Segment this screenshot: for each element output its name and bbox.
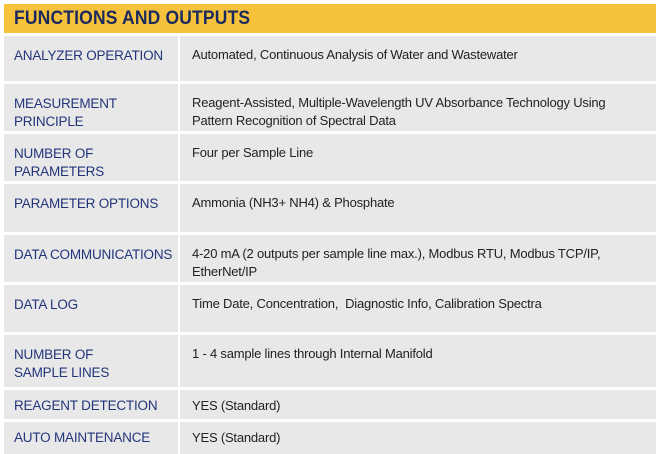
row-label: AUTO MAINTENANCE bbox=[4, 422, 180, 454]
table-row-parameter-options bbox=[4, 184, 656, 235]
row-value: Time Date, Concentration, Diagnostic Info, Calibration Spectra bbox=[192, 296, 542, 311]
table-row-data-log bbox=[4, 285, 656, 335]
table-row-number-of-parameters bbox=[4, 134, 656, 184]
row-label: DATA COMMUNICATIONS bbox=[4, 235, 180, 282]
row-label: ANALYZER OPERATION bbox=[4, 36, 180, 81]
table-row-number-of-sample-lines bbox=[4, 335, 656, 390]
functions-outputs-table bbox=[4, 4, 656, 454]
row-label: MEASUREMENT PRINCIPLE bbox=[4, 84, 180, 131]
table-title: FUNCTIONS AND OUTPUTS bbox=[14, 7, 251, 29]
row-value: Ammonia (NH3+ NH4) & Phosphate bbox=[192, 195, 395, 210]
row-value: YES (Standard) bbox=[192, 398, 281, 413]
row-value: 1 - 4 sample lines through Internal Manifold bbox=[192, 346, 433, 361]
row-label: NUMBER OF PARAMETERS bbox=[4, 134, 180, 181]
table-header bbox=[4, 4, 656, 36]
row-label: NUMBER OF SAMPLE LINES bbox=[4, 335, 180, 387]
table-row-measurement-principle bbox=[4, 84, 656, 134]
row-value: 4-20 mA (2 outputs per sample line max.), Modbus RTU, Modbus TCP/IP, EtherNet/IP bbox=[192, 246, 601, 279]
table-row-auto-maintenance bbox=[4, 422, 656, 454]
row-value: Four per Sample Line bbox=[192, 145, 314, 160]
row-value: Automated, Continuous Analysis of Water and Wastewater bbox=[192, 47, 518, 62]
table-row-data-communications bbox=[4, 235, 656, 285]
table-row-reagent-detection bbox=[4, 390, 656, 422]
row-label: DATA LOG bbox=[4, 285, 180, 332]
row-value: Reagent-Assisted, Multiple-Wavelength UV Absorbance Technology Using Pattern Recognition of Spectral Data bbox=[192, 95, 606, 128]
row-label: PARAMETER OPTIONS bbox=[4, 184, 180, 232]
table-row-analyzer-operation bbox=[4, 36, 656, 84]
row-label: REAGENT DETECTION bbox=[4, 390, 180, 419]
row-value: YES (Standard) bbox=[192, 430, 281, 445]
